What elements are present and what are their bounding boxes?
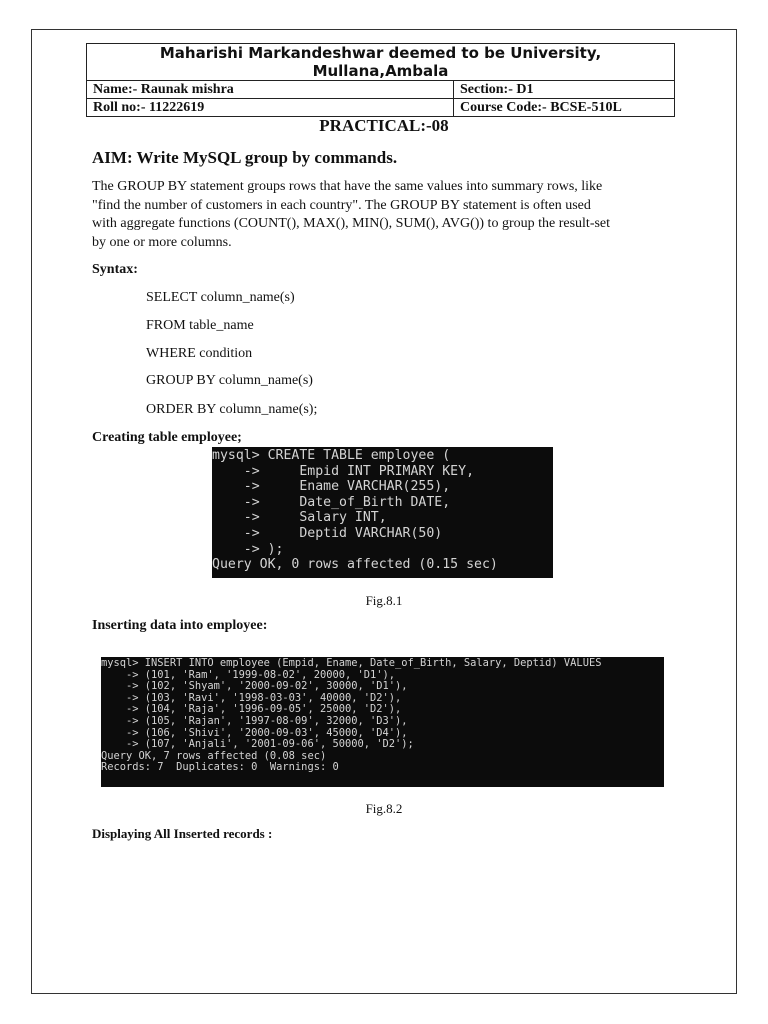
syntax-line: WHERE condition <box>146 346 253 361</box>
figure-caption-1: Fig.8.1 <box>365 593 403 608</box>
terminal-line: -> Empid INT PRIMARY KEY, <box>212 463 475 479</box>
terminal-line: -> Ename VARCHAR(255), <box>212 479 451 495</box>
roll-number: Roll no:- 11222619 <box>87 99 454 117</box>
university-name: Maharishi Markandeshwar deemed to be University, Mullana,Ambala <box>87 44 675 81</box>
intro-line: The GROUP BY statement groups rows that have the same values into summary rows, like <box>92 179 603 194</box>
terminal-line: -> ); <box>212 541 284 557</box>
syntax-line: ORDER BY column_name(s); <box>146 402 318 417</box>
practical-title: PRACTICAL:-08 <box>319 116 449 135</box>
terminal-line: mysql> CREATE TABLE employee ( <box>212 448 451 463</box>
terminal-line: Records: 7 Duplicates: 0 Warnings: 0 <box>101 761 339 774</box>
terminal-line: Query OK, 0 rows affected (0.15 sec) <box>212 557 498 573</box>
syntax-line: FROM table_name <box>146 318 254 333</box>
insert-data-heading: Inserting data into employee: <box>92 618 268 633</box>
syntax-line: GROUP BY column_name(s) <box>146 373 313 388</box>
intro-line: with aggregate functions (COUNT(), MAX(), MIN(), SUM(), AVG()) to group the result-set <box>92 216 611 231</box>
aim-heading: AIM: Write MySQL group by commands. <box>92 148 398 167</box>
terminal-insert-data <box>101 657 664 787</box>
terminal-line: mysql> INSERT INTO employee (Empid, Ename, Date_of_Birth, Salary, Deptid) VALUES <box>101 657 602 669</box>
terminal-create-table <box>212 447 553 578</box>
header-table <box>86 43 675 117</box>
display-records-heading: Displaying All Inserted records : <box>92 826 273 841</box>
terminal-line: -> Deptid VARCHAR(50) <box>212 525 443 541</box>
intro-line: by one or more columns. <box>92 234 232 250</box>
intro-line: "find the number of customers in each country". The GROUP BY statement is often used <box>92 197 591 213</box>
terminal-line: -> (101, 'Ram', '1999-08-02', 20000, 'D1'), <box>101 668 396 681</box>
course-code: Course Code:- BCSE-510L <box>454 99 675 117</box>
terminal-line: -> (104, 'Raja', '1996-09-05', 25000, 'D2'), <box>101 703 402 716</box>
syntax-line: SELECT column_name(s) <box>146 290 295 305</box>
terminal-line: -> (105, 'Rajan', '1997-08-09', 32000, 'D3'), <box>101 714 408 727</box>
terminal-line: -> (103, 'Ravi', '1998-03-03', 40000, 'D2'), <box>101 691 402 704</box>
intro-paragraph <box>92 178 677 252</box>
terminal-line: -> (106, 'Shivi', '2000-09-03', 45000, 'D4'), <box>101 726 408 739</box>
terminal-line: -> (102, 'Shyam', '2000-09-02', 30000, 'D1'), <box>101 680 408 693</box>
terminal-line: -> Date_of_Birth DATE, <box>212 494 451 510</box>
student-name: Name:- Raunak mishra <box>87 81 454 99</box>
figure-caption-2: Fig.8.2 <box>365 801 403 816</box>
terminal-line: -> Salary INT, <box>212 510 387 526</box>
terminal-line: -> (107, 'Anjali', '2001-09-06', 50000, 'D2'); <box>101 738 414 751</box>
terminal-line: Query OK, 7 rows affected (0.08 sec) <box>101 749 327 762</box>
syntax-heading: Syntax: <box>92 262 138 277</box>
create-table-heading: Creating table employee; <box>92 430 242 445</box>
section: Section:- D1 <box>454 81 675 99</box>
